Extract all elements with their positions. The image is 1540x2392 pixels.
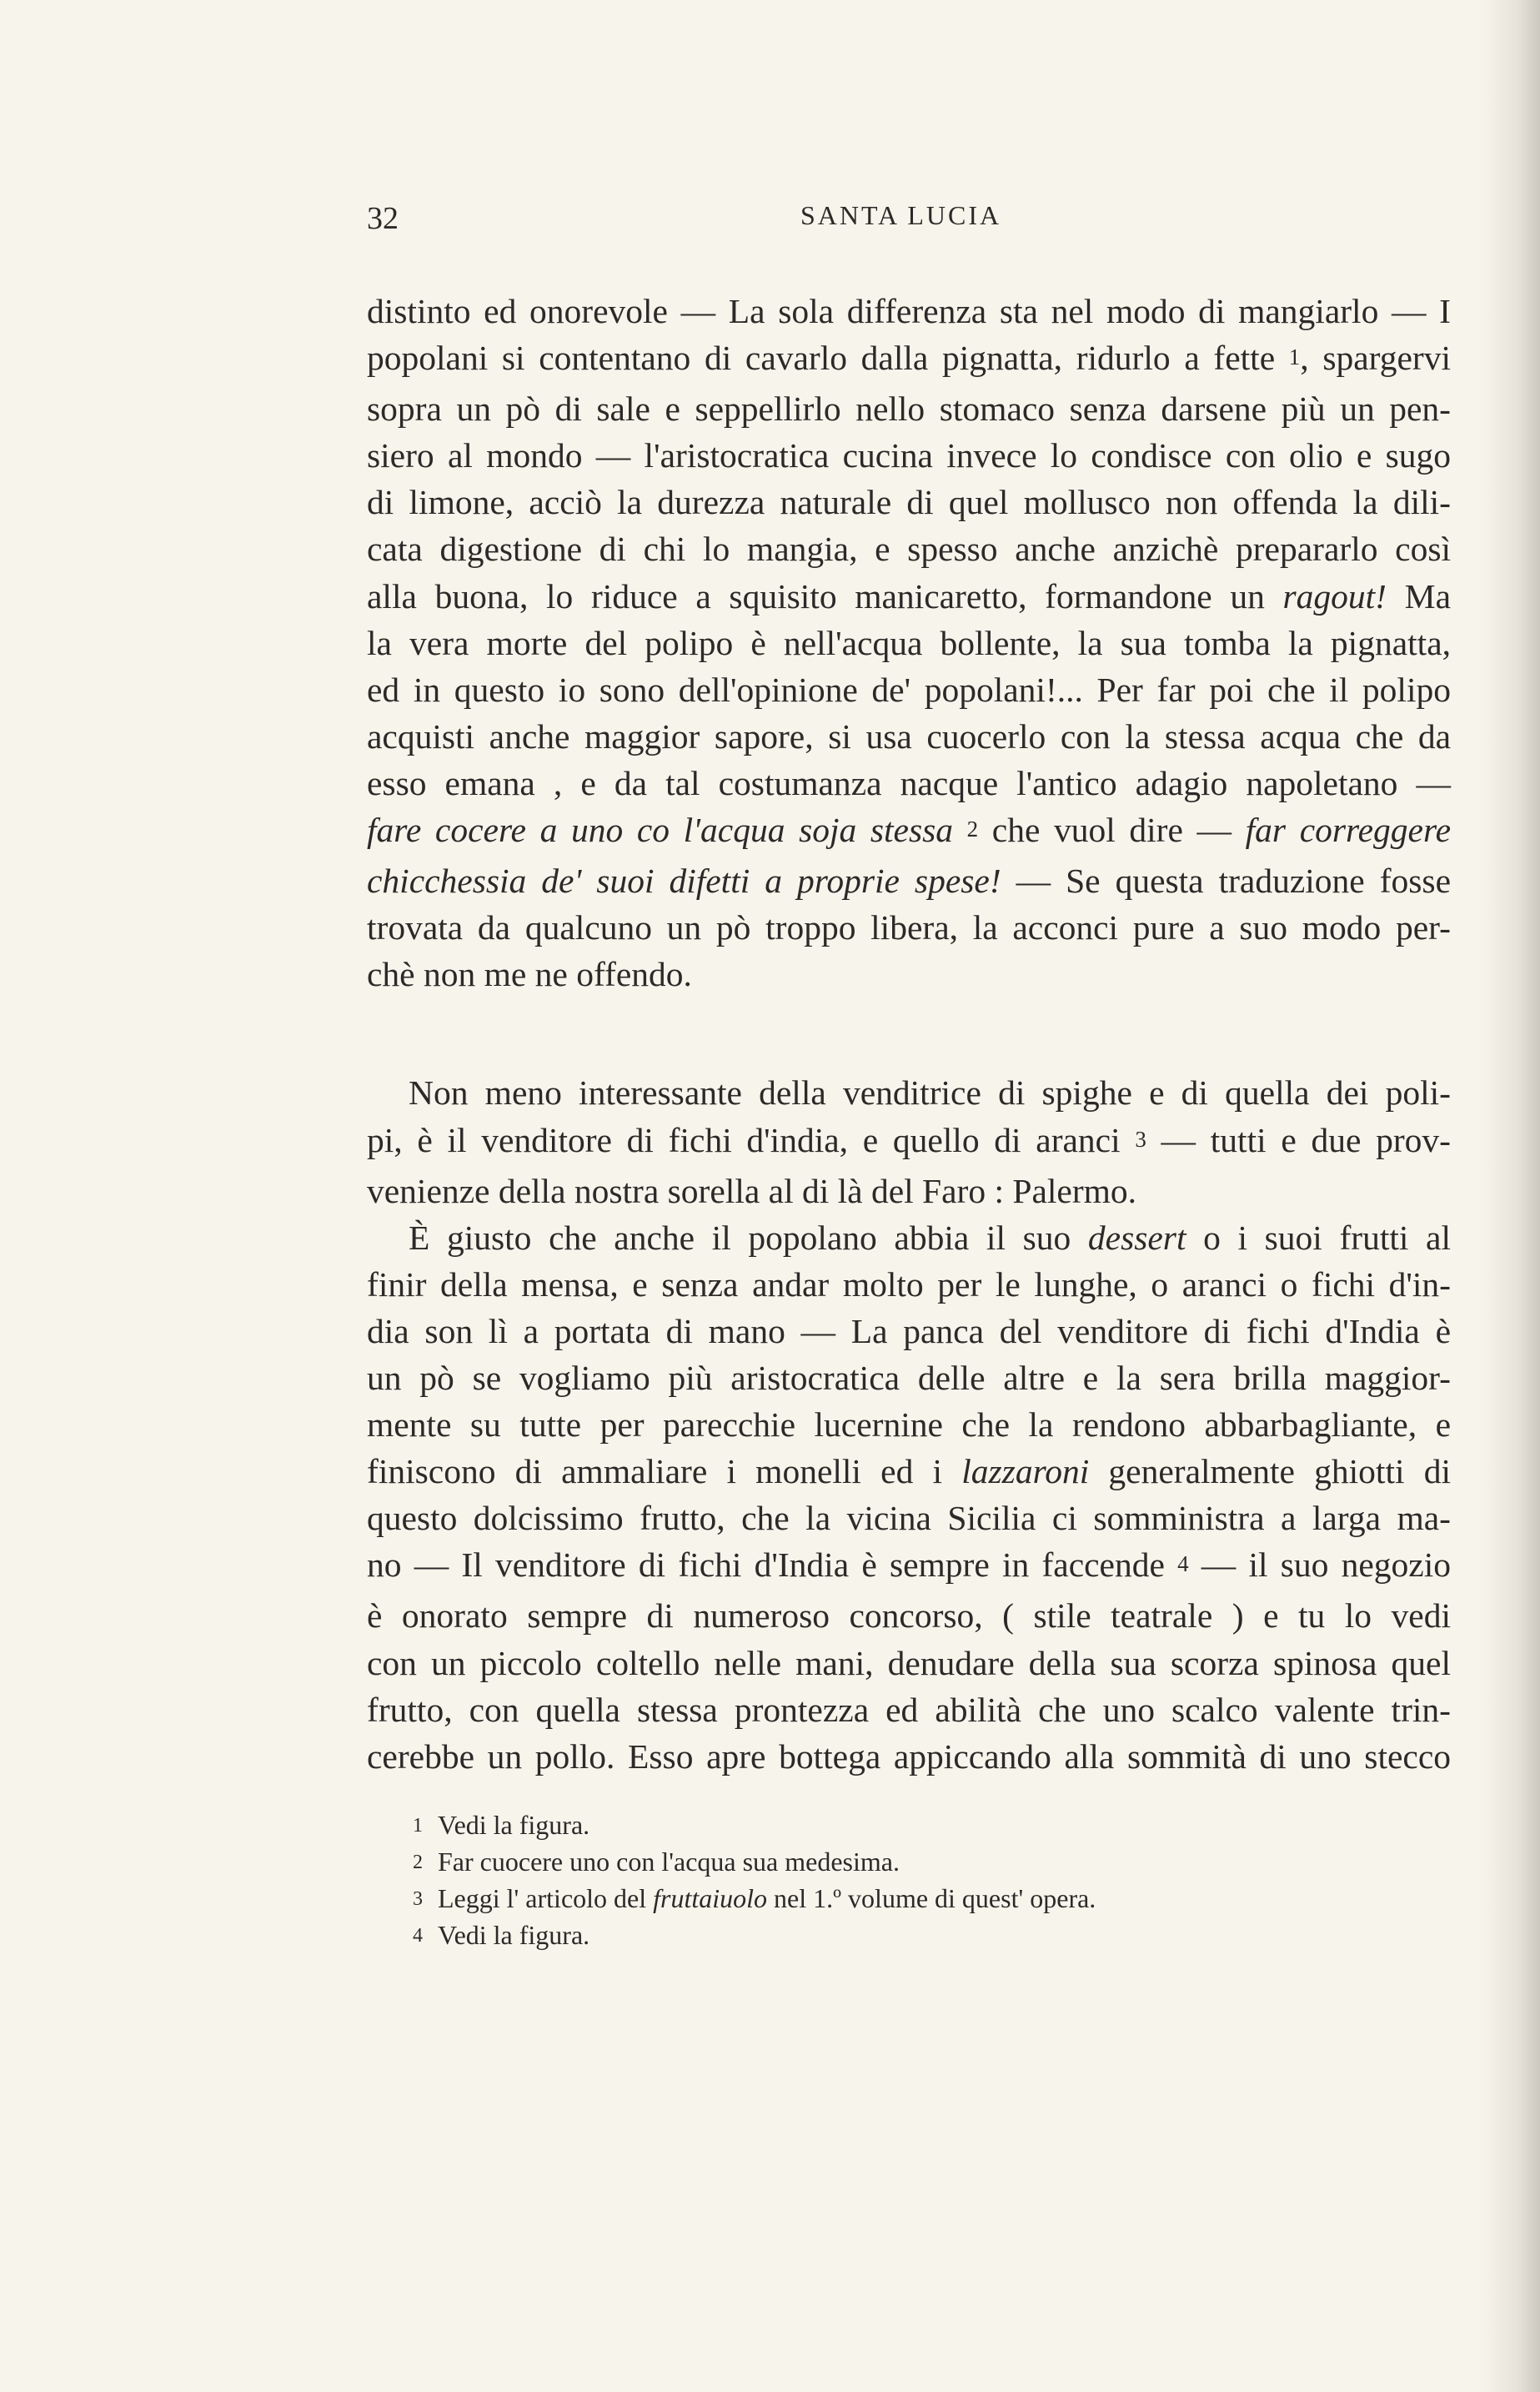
text-line: popolani si contentano di cavarlo dalla pignatta, ridurlo a fette 1, spargervi — [367, 339, 1451, 378]
text-line: chè non me ne offendo. — [367, 955, 692, 994]
footnote: 1 Vedi la figura. — [413, 1810, 590, 1840]
paragraph-polipo — [367, 288, 1451, 998]
text-line: esso emana , e da tal costumanza nacque l'antico adagio napoletano — — [367, 763, 1451, 802]
footnote-ref: 4 — [1177, 1551, 1189, 1577]
text-line: pi, è il venditore di fichi d'india, e quello di aranci 3 — tutti e due prov- — [367, 1120, 1451, 1159]
text-line: con un piccolo coltello nelle mani, denudare della sua scorza spinosa quel — [367, 1643, 1451, 1682]
text-line: distinto ed onorevole — La sola differenza sta nel modo di mangiarlo — I — [367, 292, 1451, 330]
text-line: cata digestione di chi lo mangia, e spesso anche anzichè prepararlo così — [367, 530, 1451, 569]
page-number: 32 — [367, 201, 399, 236]
paragraph-dessert — [367, 1214, 1451, 1780]
text-line: questo dolcissimo frutto, che la vicina Sicilia ci somministra a larga ma- — [367, 1499, 1451, 1538]
running-title: SANTA LUCIA — [800, 200, 1002, 230]
text-line: dia son lì a portata di mano — La panca del venditore di fichi d'India è — [367, 1311, 1451, 1350]
text-line: sopra un pò di sale e seppellirlo nello stomaco senza darsene più un pen- — [367, 389, 1451, 429]
text-line: la vera morte del polipo è nell'acqua bollente, la sua tomba la pignatta, — [367, 623, 1451, 662]
text-line: è onorato sempre di numeroso concorso, ( stile teatrale ) e tu lo vedi — [367, 1596, 1451, 1636]
text-line: cerebbe un pollo. Esso apre bottega appiccando alla sommità di uno stecco — [367, 1736, 1451, 1776]
text-line: fare cocere a uno co l'acqua soja stessa 2 che vuol dire — far correggere — [367, 811, 1452, 850]
text-line: venienze della nostra sorella al di là del Faro : Palermo. — [367, 1171, 1137, 1210]
text-line: mente su tutte per parecchie lucernine che la rendono abbarbagliante, e — [367, 1405, 1451, 1445]
text-line: di limone, acciò la durezza naturale di quel mollusco non offenda la dili- — [367, 483, 1451, 522]
footnote-ref: 1 — [1288, 344, 1301, 370]
page-edge-shadow — [1482, 0, 1540, 2392]
footnote: 3 Leggi l' articolo del fruttaiuolo nel 1.º volume di quest' opera. — [413, 1883, 1096, 1913]
footnote-ref: 2 — [966, 817, 979, 842]
page-header — [367, 200, 1451, 250]
body-text — [367, 288, 1451, 1780]
text-line: siero al mondo — l'aristocratica cucina invece lo condisce con olio e sugo — [367, 436, 1451, 475]
text-line: un pò se vogliamo più aristocratica delle altre e la sera brilla maggior- — [367, 1358, 1451, 1397]
text-line: acquisti anche maggior sapore, si usa cuocerlo con la stessa acqua che da — [367, 716, 1451, 756]
text-line: trovata da qualcuno un pò troppo libera, la acconci pure a suo modo per- — [367, 908, 1451, 947]
text-line: chicchessia de' suoi difetti a proprie spese! — Se questa traduzione fosse — [367, 862, 1451, 901]
text-line: frutto, con quella stessa prontezza ed abilità che uno scalco valente trin- — [367, 1690, 1451, 1729]
text-line: alla buona, lo riduce a squisito manicaretto, formandone un ragout! Ma — [367, 576, 1451, 616]
footnote-ref: 3 — [1135, 1126, 1146, 1152]
text-line: È giusto che anche il popolano abbia il suo dessert o i suoi frutti al — [409, 1218, 1452, 1257]
paragraph-venditore — [367, 1069, 1451, 1214]
footnote: 2 Far cuocere uno con l'acqua sua medesima. — [413, 1847, 900, 1877]
text-line: finiscono di ammaliare i monelli ed i lazzaroni generalmente ghiotti di — [367, 1452, 1451, 1491]
footnotes — [413, 1808, 1413, 1955]
text-line: no — Il venditore di fichi d'India è sempre in faccende 4 — il suo negozio — [367, 1545, 1451, 1585]
text-line: Non meno interessante della venditrice di spighe e di quella dei poli- — [409, 1073, 1451, 1113]
text-line: ed in questo io sono dell'opinione de' popolani!... Per far poi che il polipo — [367, 670, 1451, 709]
footnote: 4 Vedi la figura. — [413, 1920, 590, 1950]
text-line: finir della mensa, e senza andar molto per le lunghe, o aranci o fichi d'in- — [367, 1264, 1451, 1304]
